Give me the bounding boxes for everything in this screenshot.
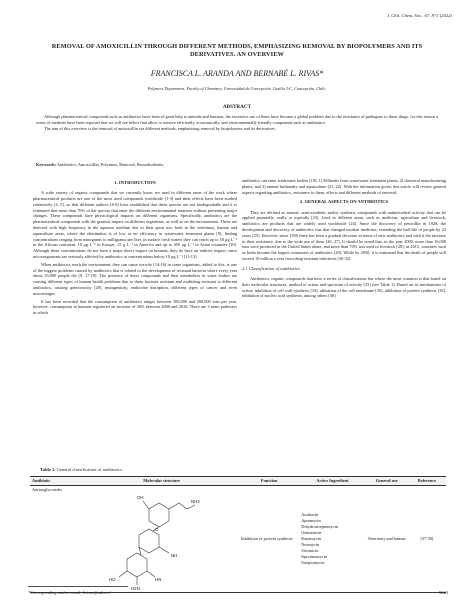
keywords-label: Keywords: <box>36 162 57 167</box>
header-function: Function <box>239 477 299 486</box>
right-paragraph-3: Antibiotics, organic compounds that have a series of classifications but where the most common is that based on their molecular structures, method of action and spectrum of activity [33] (see Table 1). Based on its mechanisms of action, inhibition of cell wall synthesis [34], alteration of the cell membrane [35], inhibition of protein synthesis [35], inhibition of nucleic acid synthesis, among others [36]. <box>242 275 446 299</box>
structure-label-o-1: O <box>154 526 159 532</box>
classification-heading: 2.1 Classification of antibiotics <box>242 265 300 271</box>
abstract-heading: ABSTRACT <box>222 104 252 110</box>
list-item: Amikacin <box>301 511 319 517</box>
paper-authors: FRANCISCA L. ARANDA AND BERNABÉ L. RIVAS* <box>150 69 324 78</box>
right-column <box>242 178 446 301</box>
aminoglycoside-structure-icon <box>87 487 237 591</box>
structure-label-oh-1: OH <box>136 494 144 500</box>
corresponding-author-footnote: *Corresponding author email: brivas@udec.cl <box>28 590 111 595</box>
cell-function: Inhibition of protein synthesis <box>239 485 299 592</box>
active-ingredient-list <box>301 512 363 566</box>
list-item: Gentamicin <box>301 529 322 535</box>
list-item: Streptomycin <box>301 559 325 565</box>
structure-label-hn-1: HN <box>154 576 161 582</box>
intro-paragraph-3: It has been recorded that the consumption of antibiotics ranges between 100,000 and 200,000 tons per year, however, consumption in humans registered an increase of 36% between 2000 and 2010. There are 3 main pathways in which <box>33 298 237 316</box>
header-antibiotic: Antibiotic <box>30 477 84 486</box>
table-header-row <box>30 477 446 486</box>
intro-paragraph-2: When antibiotics reach the environment, they can cause toxicity [14-16] in some organisms, added to this, is one of the biggest problems caused by antibiotics that is related to the development of resistant bacteria where every year about 33,000 people die [9, 17-19]. The presence of these compounds and their metabolites in water bodies are causing different types of human health problems due to these bacteria resistant and multidrug-resistant to different antibiotics, causing genotoxicity [20], mutagenicity, endocrine disruption, different types of cancer and even miscarriages. <box>33 261 237 296</box>
footnote-divider <box>28 586 128 587</box>
cell-antibiotic: Aminoglycosides <box>30 485 84 592</box>
table-caption <box>40 467 123 473</box>
structure-label-nh2-1: NH2 <box>190 498 200 504</box>
header-reference: Reference <box>408 477 446 486</box>
structure-label-h2n-1: H2N <box>130 585 140 591</box>
header-general-use: General use <box>366 477 408 486</box>
abstract-paragraph-2: The aim of this overview is the removal of amoxicillin via different methods, emphasizing removal by biopolymers and its derivatives. <box>44 125 277 131</box>
list-item: Kanamycin <box>301 535 322 541</box>
list-item: Dihydrostreptomycin <box>301 523 339 529</box>
keywords <box>36 162 438 168</box>
table-caption-label: Table 1. <box>40 467 56 472</box>
abstract-text <box>36 114 438 131</box>
introduction-heading: 1. INTRODUCTION <box>114 180 156 185</box>
list-item: Apramycin <box>301 517 321 523</box>
keywords-text: Antibiotics, Amoxicillin, Polymers, Removal, Biosadsorbents. <box>56 162 165 167</box>
list-item: Neomycin <box>301 541 320 547</box>
list-item: Sisomicin <box>301 547 319 553</box>
abstract-paragraph-1: Although pharmaceutical compounds such as antibiotics have been of great help to animals and humans, the excessive use of them have become a global problem due to the resistance of pathogens to these drugs, for this reason a series of methods have been reported that we will see below that allow to remove efficiently, economically, and environmentally friendly compounds such as antibiotics. <box>36 114 438 125</box>
structure-label-ho-1: HO <box>108 576 116 582</box>
journal-reference: J. Chil. Chem. Soc., 67, N°3 (2022) <box>386 13 452 18</box>
page-number: 5643 <box>438 590 448 595</box>
table-caption-text: General classification of antibiotics. <box>56 467 123 472</box>
paper-title: REMOVAL OF AMOXICILLIN THROUGH DIFFERENT METHODS, EMPHASIZING REMOVAL BY BIOPOLYMERS AND ITS DERIVATIVES. AN OVERVIEW <box>51 43 423 59</box>
author-affiliation: Polymers Department, Faculty of Chemistry, Universidad de Concepción, Casilla 3-C, Concepción, Chile. <box>147 86 327 91</box>
right-paragraph-1: antibiotics can enter freshwater bodies [10]: 1) Effluents from wastewater treatment plants, 2) chemical manufacturing plants, and 3) animal husbandry and aquaculture [21, 22]. With the information given, this article will review general aspects regarding antibiotics, resistance to them, effects and different methods of removal. <box>242 178 446 195</box>
structure-label-nh-1: NH <box>170 552 177 558</box>
general-aspects-heading: 2. GENERAL ASPECTS ON ANTIBIOTICS <box>299 199 389 205</box>
cell-reference: [37-39] <box>408 485 446 592</box>
classification-table <box>30 476 446 593</box>
table-row <box>30 485 446 592</box>
cell-general-use: Veterinary and human <box>366 485 408 592</box>
cell-molecular-structure <box>84 485 239 592</box>
right-paragraph-2: They are defined as natural, semi-synthetic and/or synthetic compounds with antimicrobial activity that can be applied parentally, orally or topically [23]. Used in different areas, such as medicine, agriculture and livestock, antibiotics are products that are widely used worldwide [24]. Since the discovery of penicillin in 1928, the development and discovery of antibiotics was that changed modern medicine, extending the half-life of people by 23 years [25]. However, since 1950 there has been a gradual decrease in terms of new antibiotics and with it the increase in their resistance, due to the wide use of them [26, 27]. It should be noted that, in the year 2000, more than 16,000 tons were produced in the United States alone, and more than 70% was used in livestock [28]; in 2015, countries such as India became the largest consumers of antibiotics [29]. While by 2050, it is estimated that the death of people will exceed 10 million a year from drug-resistant infections [30-32]. <box>242 209 446 261</box>
list-item: Spectinomycin <box>301 553 328 559</box>
header-active-ingredient: Active Ingredient <box>299 477 365 486</box>
cell-active-ingredients <box>299 485 365 592</box>
left-column <box>33 178 237 318</box>
intro-paragraph-1: A wide variety of organic compounds that we currently know are used in different areas of the work where pharmaceutical products are one of the most used compounds worldwide [1-3] and their effects have been studied extensively [4, 5], so that different authors [6-8] have established that these species are not biodegradable and it is estimated that more than 76% of the species that enter the different environmental matrices without presenting major changes. These compounds have physiological impacts on different organisms. Specifically, antibiotics are the pharmaceutical compounds with the greatest impact on different organisms, as well as on the environment. These are detected with high frequency in the aqueous medium due to their great use, both in the veterinary, human and aquaculture areas, where the elimination is of low or no efficiency in wastewater treatment plants [9], finding concentrations ranging from nanograms to milligrams per liter, in surface fresh waters they can reach up to 50 μg L⁻¹ in the African continent, 10 μg L⁻¹ in Europe, 15 g L⁻¹ in America and up to 450 μg L⁻¹ in Asian countries [10]. Although these concentrations do not have a major direct impact on humans, they do have an indirect impact, since microorganisms are seriously affected by antibiotics at concentrations below 10 μg L⁻¹ [11-13]. <box>33 190 237 259</box>
header-molecular-structure: Molecular structure <box>84 477 239 486</box>
